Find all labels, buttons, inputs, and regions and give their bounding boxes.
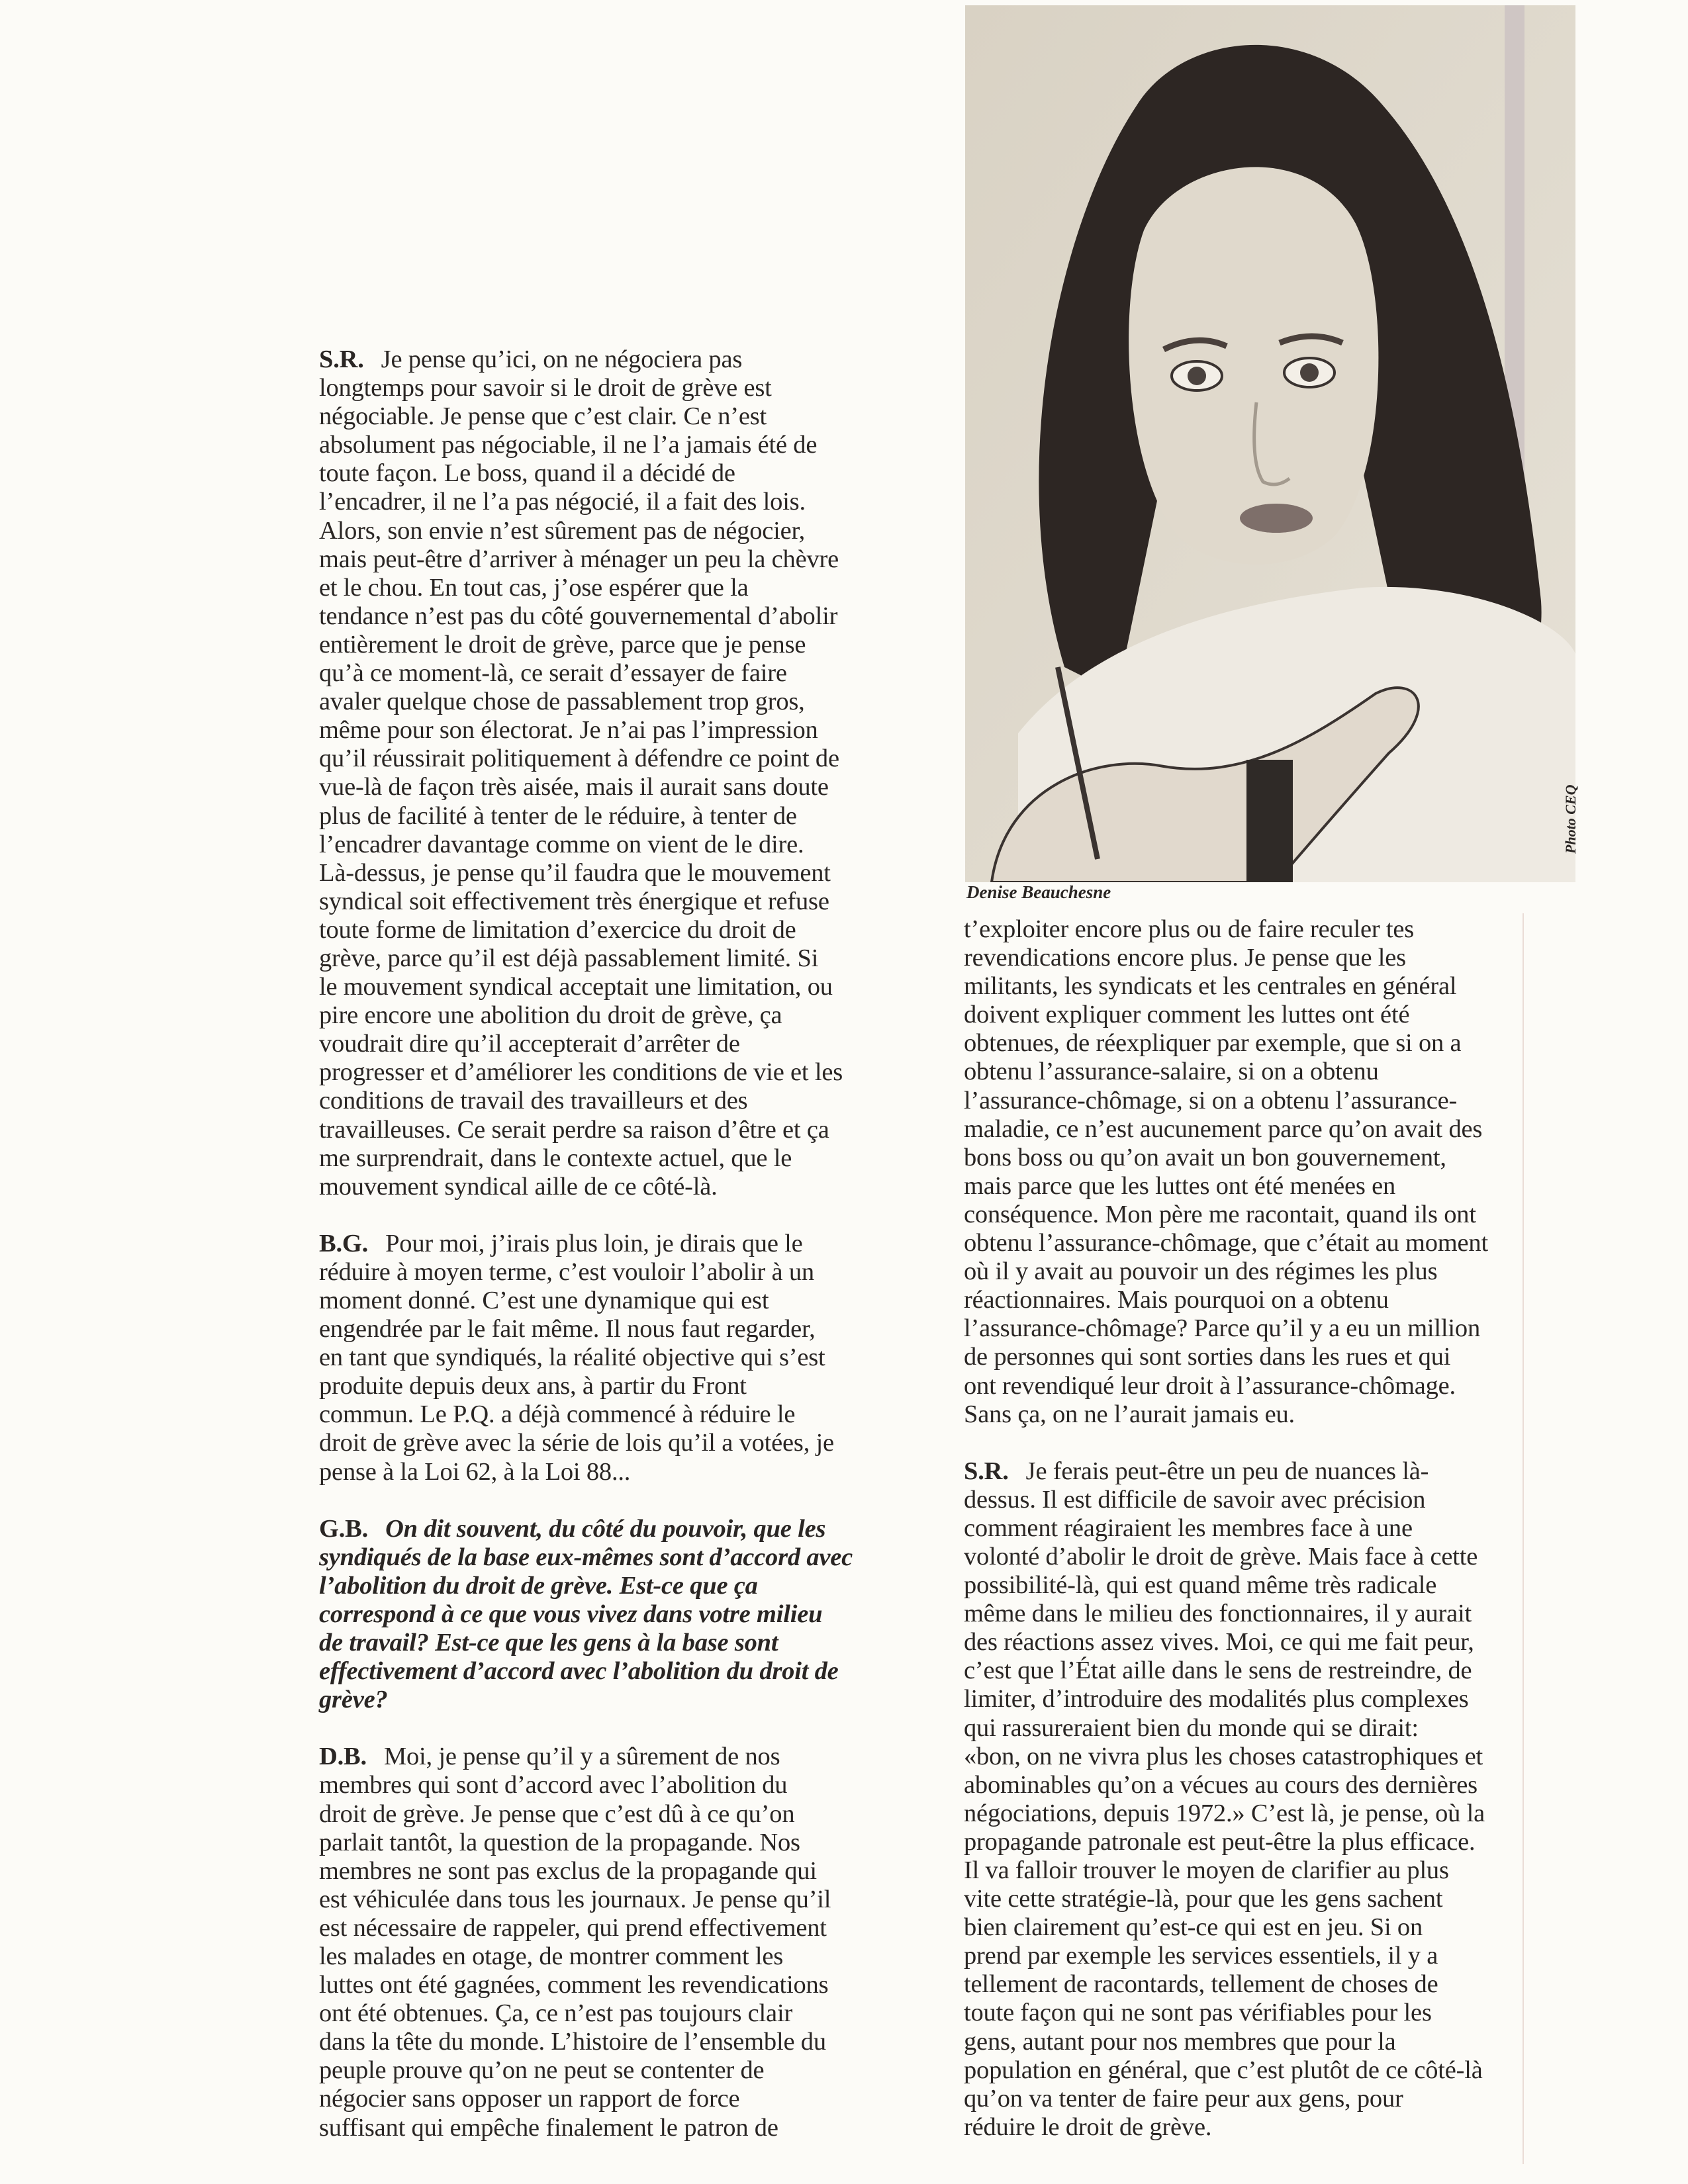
line-text: toute façon qui ne sont pas vérifiables pour les: [964, 1999, 1432, 2027]
text-line: [319, 1343, 935, 1372]
text-line: [319, 1400, 935, 1429]
line-text: obtenu l’assurance-chômage, que c’était au moment: [964, 1229, 1488, 1257]
line-text: Sans ça, on ne l’aurait jamais eu.: [964, 1400, 1295, 1428]
text-line: [319, 545, 935, 574]
line-text: me surprendrait, dans le contexte actuel, que le: [319, 1144, 792, 1172]
line-text: dans la tête du monde. L’histoire de l’ensemble du: [319, 2028, 826, 2056]
line-text: avaler quelque chose de passablement trop gros,: [319, 688, 805, 716]
line-text: maladie, ce n’est aucunement parce qu’on avait des: [964, 1115, 1483, 1143]
text-line: [964, 1514, 1579, 1543]
line-text: membres ne sont pas exclus de la propagande qui: [319, 1856, 817, 1885]
line-text: l’assurance-chômage? Parce qu’il y a eu un million: [964, 1314, 1481, 1343]
line-text: l’encadrer, il ne l’a pas négocié, il a fait des lois.: [319, 488, 806, 516]
line-text: suffisant qui empêche finalement le patron de: [319, 2113, 778, 2142]
text-line: [964, 1400, 1579, 1429]
text-line: [964, 2028, 1579, 2056]
line-text: doivent expliquer comment les luttes ont été: [964, 1001, 1410, 1029]
text-line: [964, 1771, 1579, 1799]
text-line: [319, 916, 935, 944]
line-text: qu’il réussirait politiquement à défendre ce point de: [319, 745, 839, 773]
text-line: [319, 431, 935, 459]
text-line: [319, 1230, 935, 1258]
line-text: de travail? Est-ce que les gens à la base sont: [319, 1629, 778, 1657]
text-line: [964, 1999, 1579, 2027]
line-text: Je ferais peut-être un peu de nuances là-: [1025, 1457, 1429, 1485]
text-line: [964, 1743, 1579, 1771]
line-text: droit de grève. Je pense que c’est dû à ce qu’on: [319, 1799, 795, 1828]
line-text: commun. Le P.Q. a déjà commencé à réduire le: [319, 1400, 796, 1429]
text-line: [964, 1372, 1579, 1400]
line-text: ont revendiqué leur droit à l’assurance-chômage.: [964, 1371, 1456, 1400]
line-text: conditions de travail des travailleurs et des: [319, 1087, 748, 1115]
line-text: t’exploiter encore plus ou de faire reculer tes: [964, 915, 1415, 943]
speaker-initials: S.R.: [319, 345, 364, 373]
speaker-initials: G.B.: [319, 1514, 369, 1543]
speaker-initials: S.R.: [964, 1457, 1009, 1485]
text-line: [319, 1657, 935, 1686]
portrait-photo: [965, 5, 1575, 882]
line-text: grève, parce qu’il est déjà passablement limité. Si: [319, 944, 819, 972]
text-line: [319, 1886, 935, 1914]
text-line: [964, 1029, 1579, 1058]
line-text: correspond à ce que vous vivez dans votre milieu: [319, 1600, 823, 1628]
text-line: [964, 2085, 1579, 2113]
line-text: prend par exemple les services essentiels, il y a: [964, 1942, 1438, 1970]
text-line: [964, 972, 1579, 1001]
text-line: [319, 631, 935, 659]
line-text: abominables qu’on a vécues au cours des dernières: [964, 1770, 1477, 1799]
line-text: c’est que l’État aille dans le sens de restreindre, de: [964, 1657, 1472, 1685]
text-line: [319, 1287, 935, 1315]
line-text: négocier sans opposer un rapport de force: [319, 2085, 740, 2113]
line-text: engendrée par le fait même. Il nous faut regarder,: [319, 1315, 816, 1343]
line-text: et le chou. En tout cas, j’ose espérer que la: [319, 573, 749, 602]
text-line: [319, 1942, 935, 1971]
text-line: [964, 1685, 1579, 1713]
line-text: population en général, que c’est plutôt de ce côté-là: [964, 2056, 1483, 2084]
line-text: travailleuses. Ce serait perdre sa raison d’être et ça: [319, 1115, 829, 1144]
text-line: [319, 773, 935, 801]
photo-caption: Denise Beauchesne: [966, 882, 1111, 902]
line-text: réduire à moyen terme, c’est vouloir l’abolir à un: [319, 1257, 814, 1286]
text-line: [319, 1315, 935, 1343]
line-text: ont été obtenues. Ça, ce n’est pas toujours clair: [319, 1999, 793, 2028]
line-text: peuple prouve qu’on ne peut se contenter de: [319, 2056, 765, 2085]
line-text: Moi, je pense qu’il y a sûrement de nos: [383, 1743, 780, 1771]
text-line: [964, 1229, 1579, 1257]
text-line: [964, 1600, 1579, 1628]
line-text: de personnes qui sont sorties dans les rues et qui: [964, 1343, 1451, 1371]
line-text: plus de facilité à tenter de le réduire, à tenter de: [319, 801, 797, 830]
text-line: [319, 944, 935, 973]
line-text: moment donné. C’est une dynamique qui est: [319, 1287, 769, 1314]
line-text: en tant que syndiqués, la réalité objective qui s’est: [319, 1343, 825, 1372]
text-line: [964, 1286, 1579, 1314]
line-text: propagande patronale est peut-être la plus efficace.: [964, 1827, 1476, 1856]
line-text: l’abolition du droit de grève. Est-ce que ça: [319, 1571, 758, 1600]
text-line: [319, 602, 935, 631]
speaker-initials: B.G.: [319, 1229, 369, 1257]
line-text: mouvement syndical aille de ce côté-là.: [319, 1172, 718, 1201]
line-text: où il y avait au pouvoir un des régimes les plus: [964, 1257, 1438, 1286]
line-text: entièrement le droit de grève, parce que je pense: [319, 630, 806, 659]
text-line: [319, 1258, 935, 1287]
text-line: [964, 1856, 1579, 1885]
line-text: revendications encore plus. Je pense que les: [964, 944, 1406, 972]
line-text: effectivement d’accord avec l’abolition du droit de: [319, 1657, 839, 1686]
text-line: [319, 1914, 935, 1942]
text-line: [319, 345, 935, 374]
text-line: [964, 944, 1579, 972]
speaker-initials: D.B.: [319, 1743, 367, 1771]
text-line: [319, 1743, 935, 1771]
text-line: [964, 1543, 1579, 1571]
text-line: [319, 1999, 935, 2028]
text-line: [964, 1628, 1579, 1657]
line-text: pire encore une abolition du droit de grève, ça: [319, 1001, 782, 1030]
line-text: syndiqués de la base eux-mêmes sont d’accord avec: [319, 1543, 853, 1571]
line-text: qu’à ce moment-là, ce serait d’essayer de faire: [319, 659, 787, 688]
interview-paragraph: [319, 1515, 935, 1715]
line-text: volonté d’abolir le droit de grève. Mais face à cette: [964, 1542, 1478, 1570]
text-line: [319, 402, 935, 431]
text-line: [964, 1172, 1579, 1201]
text-line: [964, 915, 1579, 944]
text-line: [964, 1913, 1579, 1942]
text-line: [319, 1173, 935, 1201]
line-text: même pour son électorat. Je n’ai pas l’impression: [319, 716, 818, 745]
text-line: [964, 1486, 1579, 1514]
line-text: est nécessaire de rappeler, qui prend effectivement: [319, 1913, 827, 1942]
line-text: vue-là de façon très aisée, mais il aurait sans doute: [319, 773, 829, 801]
right-column: [964, 915, 1579, 2170]
line-text: luttes ont été gagnées, comment les revendications: [319, 1971, 829, 1999]
line-text: absolument pas négociable, il ne l’a jamais été de: [319, 431, 818, 459]
line-text: conséquence. Mon père me racontait, quand ils ont: [964, 1200, 1476, 1228]
text-line: [964, 1144, 1579, 1172]
text-line: [319, 2028, 935, 2056]
line-text: gens, autant pour nos membres que pour la: [964, 2027, 1396, 2056]
text-line: [319, 973, 935, 1001]
line-text: longtemps pour savoir si le droit de grève est: [319, 374, 772, 402]
text-line: [319, 688, 935, 716]
line-text: comment réagiraient les membres face à une: [964, 1514, 1413, 1542]
line-text: mais parce que les luttes ont été menées en: [964, 1171, 1396, 1200]
line-text: limiter, d’introduire des modalités plus complexes: [964, 1685, 1469, 1713]
line-text: Pour moi, j’irais plus loin, je dirais que le: [385, 1229, 803, 1257]
text-line: [964, 1828, 1579, 1856]
line-text: bien clairement qu’est-ce qui est en jeu. Si on: [964, 1913, 1423, 1942]
text-line: [319, 1572, 935, 1600]
text-line: [964, 1571, 1579, 1600]
line-text: négociations, depuis 1972.» C’est là, je pense, où la: [964, 1799, 1485, 1827]
line-text: On dit souvent, du côté du pouvoir, que les: [385, 1514, 826, 1543]
text-line: [319, 374, 935, 402]
line-text: bons boss ou qu’on avait un bon gouvernement,: [964, 1143, 1446, 1171]
text-line: [964, 1087, 1579, 1115]
line-text: pense à la Loi 62, à la Loi 88...: [319, 1457, 631, 1486]
line-text: réduire le droit de grève.: [964, 2113, 1212, 2141]
line-text: obtenu l’assurance-salaire, si on a obtenu: [964, 1058, 1379, 1086]
text-line: [319, 459, 935, 488]
line-text: parlait tantôt, la question de la propagande. Nos: [319, 1828, 800, 1856]
line-text: Alors, son envie n’est sûrement pas de négocier,: [319, 516, 806, 545]
interview-paragraph: [319, 1230, 935, 1486]
text-line: [319, 1001, 935, 1030]
line-text: voudrait dire qu’il accepterait d’arrêter de: [319, 1030, 740, 1058]
text-line: [319, 1515, 935, 1543]
line-text: qui rassureraient bien du monde qui se dirait:: [964, 1713, 1419, 1742]
line-text: même dans le milieu des fonctionnaires, il y aurait: [964, 1600, 1472, 1628]
text-line: [319, 1800, 935, 1829]
line-text: militants, les syndicats et les centrales en général: [964, 972, 1457, 1001]
interview-paragraph: [319, 345, 935, 1201]
line-text: produite depuis deux ans, à partir du Front: [319, 1372, 747, 1400]
line-text: le mouvement syndical acceptait une limitation, ou: [319, 973, 833, 1001]
text-line: [964, 1343, 1579, 1371]
line-text: tellement de racontards, tellement de choses de: [964, 1970, 1438, 1999]
line-text: toute forme de limitation d’exercice du droit de: [319, 915, 796, 944]
interview-paragraph: [319, 1743, 935, 2142]
text-line: [964, 2056, 1579, 2085]
text-line: [319, 1372, 935, 1400]
text-line: [319, 831, 935, 859]
line-text: syndical soit effectivement très énergique et refuse: [319, 887, 829, 915]
line-text: possibilité-là, qui est quand même très radicale: [964, 1571, 1437, 1600]
line-text: Je pense qu’ici, on ne négociera pas: [381, 345, 743, 373]
text-line: [319, 745, 935, 773]
left-column: [319, 345, 935, 2171]
sleeve-dark: [1246, 760, 1293, 882]
text-line: [964, 2113, 1579, 2142]
line-text: l’assurance-chômage, si on a obtenu l’assurance-: [964, 1086, 1458, 1115]
text-line: [319, 1543, 935, 1572]
text-line: [319, 2114, 935, 2142]
text-line: [964, 1799, 1579, 1828]
text-line: [319, 802, 935, 831]
text-line: [964, 1257, 1579, 1286]
text-line: [319, 1857, 935, 1886]
line-text: «bon, on ne vivra plus les choses catastrophiques et: [964, 1742, 1483, 1770]
text-line: [964, 1714, 1579, 1743]
face-shape: [1129, 167, 1378, 565]
line-text: membres qui sont d’accord avec l’abolition du: [319, 1771, 788, 1799]
line-text: droit de grève avec la série de lois qu’il a votées, je: [319, 1429, 834, 1457]
text-line: [319, 1600, 935, 1629]
text-line: [319, 2085, 935, 2113]
photo-credit: Photo CEQ: [1562, 784, 1579, 854]
text-line: [319, 2056, 935, 2085]
mouth: [1240, 504, 1313, 533]
text-line: [319, 1429, 935, 1457]
text-line: [319, 488, 935, 516]
text-line: [319, 716, 935, 745]
text-line: [964, 1314, 1579, 1343]
line-text: vite cette stratégie-là, pour que les gens sachent: [964, 1885, 1443, 1913]
line-text: des réactions assez vives. Moi, ce qui me fait peur,: [964, 1628, 1474, 1657]
line-text: obtenues, de réexpliquer par exemple, que si on a: [964, 1029, 1462, 1058]
line-text: dessus. Il est difficile de savoir avec précision: [964, 1485, 1426, 1514]
portrait-illustration: [965, 5, 1575, 882]
text-line: [319, 1971, 935, 1999]
text-line: [319, 1030, 935, 1058]
text-line: [319, 1458, 935, 1486]
text-line: [319, 1058, 935, 1087]
text-line: [319, 1629, 935, 1657]
line-text: est véhiculée dans tous les journaux. Je pense qu’il: [319, 1885, 831, 1913]
text-line: [319, 887, 935, 916]
text-line: [319, 1771, 935, 1799]
text-line: [319, 659, 935, 688]
text-line: [964, 1657, 1579, 1685]
text-line: [319, 574, 935, 602]
line-text: tendance n’est pas du côté gouvernemental d’abolir: [319, 602, 838, 630]
line-text: négociable. Je pense que c’est clair. Ce n’est: [319, 402, 767, 431]
text-line: [964, 1201, 1579, 1229]
line-text: les malades en otage, de montrer comment les: [319, 1942, 784, 1970]
text-line: [319, 1829, 935, 1857]
text-line: [964, 1942, 1579, 1970]
text-line: [964, 1115, 1579, 1144]
line-text: Là-dessus, je pense qu’il faudra que le mouvement: [319, 858, 831, 887]
interview-paragraph: [964, 915, 1579, 1429]
text-line: [319, 1144, 935, 1173]
text-line: [319, 517, 935, 545]
text-line: [964, 1970, 1579, 1999]
line-text: mais peut-être d’arriver à ménager un peu la chèvre: [319, 545, 839, 573]
text-line: [319, 1116, 935, 1144]
text-line: [964, 1885, 1579, 1913]
text-line: [964, 1457, 1579, 1486]
line-text: l’encadrer davantage comme on vient de le dire.: [319, 830, 804, 858]
text-line: [319, 1686, 935, 1714]
line-text: qu’on va tenter de faire peur aux gens, pour: [964, 2084, 1403, 2113]
line-text: Il va falloir trouver le moyen de clarifier au plus: [964, 1856, 1449, 1884]
line-text: progresser et d’améliorer les conditions de vie et les: [319, 1058, 843, 1087]
line-text: réactionnaires. Mais pourquoi on a obtenu: [964, 1286, 1389, 1314]
text-line: [319, 859, 935, 887]
text-line: [964, 1058, 1579, 1086]
interview-paragraph: [964, 1457, 1579, 2142]
line-text: toute façon. Le boss, quand il a décidé de: [319, 459, 735, 488]
text-line: [964, 1001, 1579, 1029]
line-text: grève?: [319, 1686, 388, 1714]
text-line: [319, 1087, 935, 1115]
